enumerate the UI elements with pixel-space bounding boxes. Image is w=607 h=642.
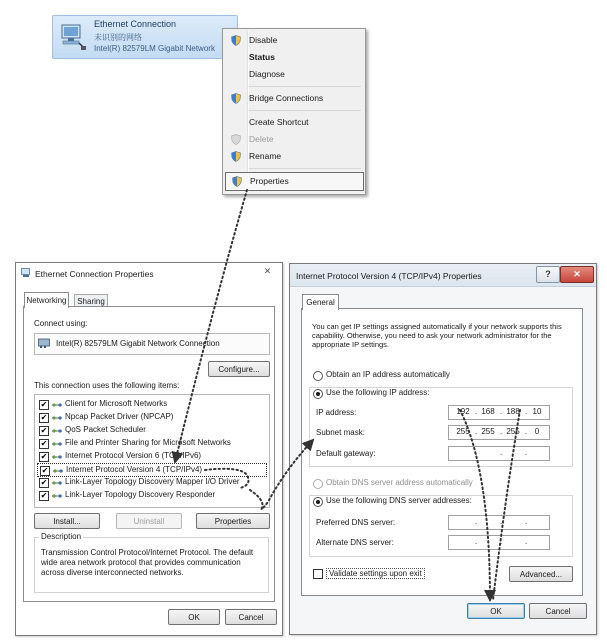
description-label: Description <box>41 532 82 541</box>
item-checkbox[interactable] <box>39 439 49 449</box>
dialog-titlebar <box>290 264 596 287</box>
menu-item-label: Delete <box>249 134 274 144</box>
subnet-mask-field[interactable] <box>448 425 550 440</box>
dns-dot: . <box>500 517 503 526</box>
gateway-label: Default gateway: <box>316 449 376 458</box>
protocol-icon <box>51 439 63 448</box>
ethernet-properties-dialog <box>15 262 283 636</box>
cancel-button[interactable] <box>529 603 587 619</box>
dns-dot: . <box>475 517 478 526</box>
list-item[interactable] <box>37 411 265 423</box>
item-checkbox[interactable] <box>39 413 49 423</box>
gateway-dot: . <box>500 448 503 457</box>
menu-item-status[interactable] <box>225 49 362 66</box>
menu-item-properties[interactable] <box>225 172 364 191</box>
auto-dns-radio <box>313 479 323 489</box>
mask-octet: 255 <box>481 427 495 436</box>
menu-item-label: Diagnose <box>249 69 285 79</box>
auto-dns-label: Obtain DNS server address automatically <box>326 478 473 487</box>
ip-octet: 192 <box>456 407 470 416</box>
menu-item-label: Rename <box>249 151 282 161</box>
ipv4-properties-dialog <box>289 263 597 635</box>
list-item[interactable] <box>37 476 265 488</box>
checkbox-check-icon: ✔ <box>40 426 48 435</box>
uac-shield-icon <box>231 134 241 145</box>
menu-item-label: Status <box>249 52 275 62</box>
mask-octet: 255 <box>506 427 520 436</box>
items-label: This connection uses the following items: <box>34 381 180 390</box>
use-dns-label: Use the following DNS server addresses: <box>326 496 472 505</box>
preferred-dns-field[interactable] <box>448 515 550 530</box>
item-checkbox[interactable] <box>40 466 50 476</box>
close-icon[interactable]: ✕ <box>560 266 594 283</box>
item-checkbox[interactable] <box>39 478 49 488</box>
item-label: Npcap Packet Driver (NPCAP) <box>65 412 174 421</box>
adapter-field <box>34 333 270 355</box>
item-label: Link-Layer Topology Discovery Responder <box>65 490 216 499</box>
checkbox-check-icon: ✔ <box>40 413 48 422</box>
subnet-mask-label: Subnet mask: <box>316 428 365 437</box>
uninstall-button <box>116 513 182 529</box>
protocol-icon <box>51 491 63 500</box>
alternate-dns-label: Alternate DNS server: <box>316 538 394 547</box>
ip-address-label: IP address: <box>316 408 357 417</box>
list-item[interactable] <box>37 424 265 436</box>
protocol-icon <box>51 413 63 422</box>
ip-dot: . <box>500 407 503 416</box>
button-label: Cancel <box>238 612 264 622</box>
item-label: Client for Microsoft Networks <box>65 399 168 408</box>
menu-item-label: Disable <box>249 35 278 45</box>
button-label: Configure... <box>218 364 260 374</box>
menu-separator <box>249 168 361 169</box>
close-icon[interactable]: ✕ <box>263 266 272 276</box>
item-checkbox[interactable] <box>39 452 49 462</box>
list-item[interactable] <box>37 489 265 501</box>
protocol-icon <box>51 452 63 461</box>
preferred-dns-label: Preferred DNS server: <box>316 518 396 527</box>
configure-button[interactable] <box>208 361 270 377</box>
checkbox-check-icon: ✔ <box>40 400 48 409</box>
general-panel <box>301 308 583 596</box>
button-label: OK <box>188 612 200 622</box>
menu-item-label: Properties <box>250 176 289 186</box>
button-label: Install... <box>53 516 81 526</box>
auto-ip-radio[interactable] <box>313 371 323 381</box>
dns-dot: . <box>475 537 478 546</box>
item-checkbox[interactable] <box>39 426 49 436</box>
intro-text: You can get IP settings assigned automatically if your network supports this capability. Otherwise, you need to ask your network administrator for the appropriate IP settings. <box>312 322 562 349</box>
ip-octet: 168 <box>481 407 495 416</box>
button-label: Uninstall <box>133 516 165 526</box>
ip-address-field[interactable] <box>448 405 550 420</box>
checkbox-check-icon: ✔ <box>40 491 48 500</box>
mask-dot: . <box>500 427 503 436</box>
tab-general[interactable] <box>302 294 339 310</box>
network-card-icon <box>38 338 50 349</box>
mask-octet: 255 <box>456 427 470 436</box>
item-label: File and Printer Sharing for Microsoft Networks <box>65 438 231 447</box>
ok-button[interactable] <box>467 603 525 619</box>
networking-panel <box>23 306 275 602</box>
help-icon[interactable]: ? <box>536 266 560 283</box>
use-ip-label: Use the following IP address: <box>326 388 430 397</box>
list-item[interactable] <box>37 463 267 477</box>
validate-label: Validate settings upon exit <box>326 568 425 579</box>
properties-button[interactable] <box>196 513 270 529</box>
dns-dot: . <box>500 537 503 546</box>
item-label: QoS Packet Scheduler <box>65 425 146 434</box>
adapter-name-text: Intel(R) 82579LM Gigabit Network Connection <box>56 339 220 348</box>
component-list <box>34 394 270 508</box>
item-checkbox[interactable] <box>39 400 49 410</box>
dns-dot: . <box>525 537 528 546</box>
menu-item-disable[interactable] <box>225 32 362 49</box>
uac-shield-icon <box>231 151 241 162</box>
item-label: Internet Protocol Version 4 (TCP/IPv4) <box>66 465 203 474</box>
item-label: Internet Protocol Version 6 (TCP/IPv6) <box>65 451 202 460</box>
menu-separator <box>249 110 361 111</box>
network-adapter-tile[interactable] <box>52 15 238 59</box>
button-label: Properties <box>214 516 252 526</box>
button-label: OK <box>490 606 502 616</box>
gateway-dot: . <box>475 448 478 457</box>
ip-dot: . <box>475 407 478 416</box>
protocol-icon <box>52 466 64 475</box>
connect-using-label: Connect using: <box>34 319 88 328</box>
checkbox-check-icon: ✔ <box>40 478 48 487</box>
use-ip-radio[interactable] <box>313 389 323 399</box>
context-menu <box>222 28 366 195</box>
button-label: Advanced... <box>519 569 563 579</box>
uac-shield-icon <box>231 35 241 46</box>
ok-button[interactable] <box>168 609 220 625</box>
item-label: Link-Layer Topology Discovery Mapper I/O Driver <box>65 477 240 486</box>
use-dns-radio[interactable] <box>313 497 323 507</box>
alternate-dns-field[interactable] <box>448 535 550 550</box>
dns-dot: . <box>525 517 528 526</box>
advanced-button[interactable] <box>509 566 573 582</box>
mask-octet: 0 <box>534 427 540 436</box>
tab-label: Networking <box>26 296 67 305</box>
menu-item-bridge-connections[interactable] <box>225 90 362 107</box>
mask-dot: . <box>475 427 478 436</box>
tab-label: General <box>306 298 335 307</box>
auto-ip-label: Obtain an IP address automatically <box>326 370 450 379</box>
tab-networking[interactable] <box>24 292 69 308</box>
dialog-titlebar <box>16 263 282 283</box>
network-adapter-icon <box>59 22 87 52</box>
item-checkbox[interactable] <box>39 491 49 501</box>
dialog-title: Ethernet Connection Properties <box>35 269 154 279</box>
ip-octet: 188 <box>506 407 520 416</box>
cancel-button[interactable] <box>225 609 277 625</box>
button-label: Cancel <box>545 606 571 616</box>
uac-shield-icon <box>232 176 242 187</box>
menu-item-delete <box>225 131 362 148</box>
ip-octet: 10 <box>532 407 542 416</box>
install-button[interactable] <box>34 513 100 529</box>
checkbox-check-icon: ✔ <box>40 439 48 448</box>
menu-separator <box>249 86 361 87</box>
checkbox-check-icon: ✔ <box>41 466 49 475</box>
menu-item-label: Bridge Connections <box>249 93 324 103</box>
description-group <box>34 532 269 593</box>
list-item[interactable] <box>37 437 265 449</box>
checkbox-check-icon: ✔ <box>40 452 48 461</box>
gateway-field[interactable] <box>448 446 550 461</box>
list-item[interactable] <box>37 398 265 410</box>
validate-checkbox[interactable] <box>313 569 323 579</box>
ip-dot: . <box>525 407 528 416</box>
adapter-device: Intel(R) 82579LM Gigabit Network <box>94 44 215 53</box>
description-text: Transmission Control Protocol/Internet Protocol. The default wide area network protocol that provides communication across diverse interconnected networks. <box>41 548 254 577</box>
network-adapter-icon <box>21 268 32 278</box>
adapter-name: Ethernet Connection <box>94 19 177 29</box>
gateway-dot: . <box>525 448 528 457</box>
protocol-icon <box>51 426 63 435</box>
menu-item-diagnose[interactable] <box>225 66 362 83</box>
dialog-title: Internet Protocol Version 4 (TCP/IPv4) Properties <box>296 271 482 281</box>
mask-dot: . <box>525 427 528 436</box>
adapter-status: 未识别的网络 <box>94 33 142 42</box>
protocol-icon <box>51 400 63 409</box>
menu-item-rename[interactable] <box>225 148 362 165</box>
menu-item-create-shortcut[interactable] <box>225 114 362 131</box>
protocol-icon <box>51 478 63 487</box>
uac-shield-icon <box>231 93 241 104</box>
list-item[interactable] <box>37 450 265 462</box>
menu-item-label: Create Shortcut <box>249 117 309 127</box>
tab-label: Sharing <box>77 296 105 306</box>
